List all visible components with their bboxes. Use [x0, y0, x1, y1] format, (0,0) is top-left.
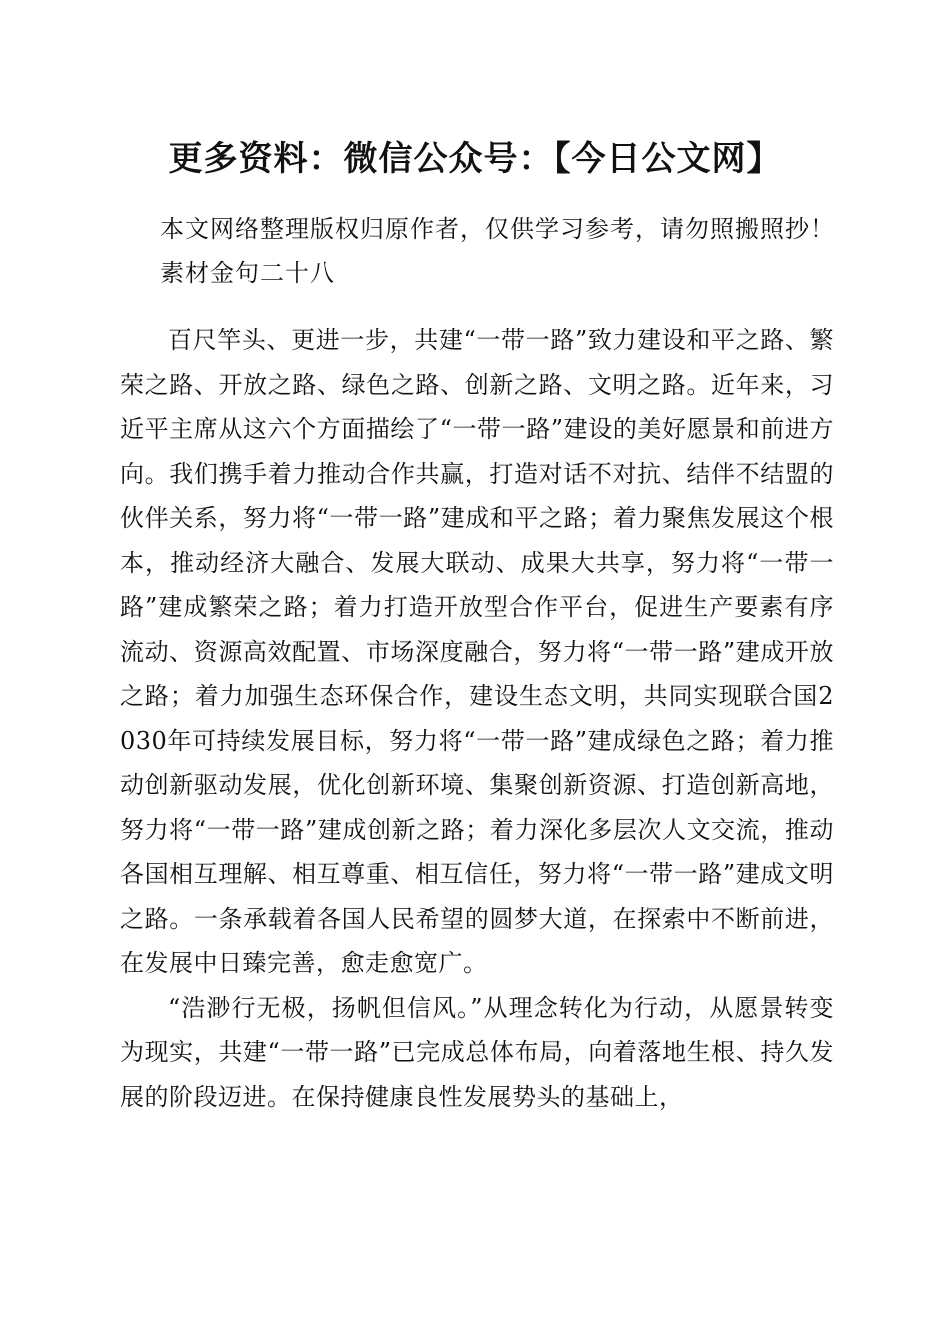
paragraph-2: “浩渺行无极，扬帆但信风。”从理念转化为行动，从愿景转变为现实，共建“一带一路”已完成总体布局，向着落地生根、持久发展的阶段迈进。在保持健康良性发展势头的基础上，	[120, 993, 834, 1111]
copyright-notice: 本文网络整理版权归原作者，仅供学习参考，请勿照搬照抄！	[160, 215, 835, 243]
paragraph-1: 百尺竿头、更进一步，共建“一带一路”致力建设和平之路、繁荣之路、开放之路、绿色之路、创新之路、文明之路。近年来，习近平主席从这六个方面描绘了“一带一路”建设的美好愿景和前进方向。我们携手着力推动合作共赢，打造对话不对抗、结伴不结盟的伙伴关系，努力将“一带一路”建成和平之路；着力聚焦发展这个根本，推动经济大融合、发展大联动、成果大共享，努力将“一带一路”建成繁荣之路；着力打造开放型合作平台，促进生产要素有序流动、资源高效配置、市场深度融合，努力将“一带一路”建成开放之路；着力加强生态环保合作，建设生态文明，共同实现联合国2030年可持续发展目标，努力将“一带一路”建成绿色之路；着力推动创新驱动发展，优化创新环境、集聚创新资源、打造创新高地，努力将“一带一路”建成创新之路；着力深化多层次人文交流，推动各国相互理解、相互尊重、相互信任，努力将“一带一路”建成文明之路。一条承载着各国人民希望的圆梦大道，在探索中不断前进，在发展中日臻完善，愈走愈宽广。	[120, 326, 834, 977]
section-title: 素材金句二十八	[160, 259, 335, 287]
page-title: 更多资料：微信公众号：【今日公文网】	[168, 139, 782, 179]
document-body	[120, 318, 834, 1119]
